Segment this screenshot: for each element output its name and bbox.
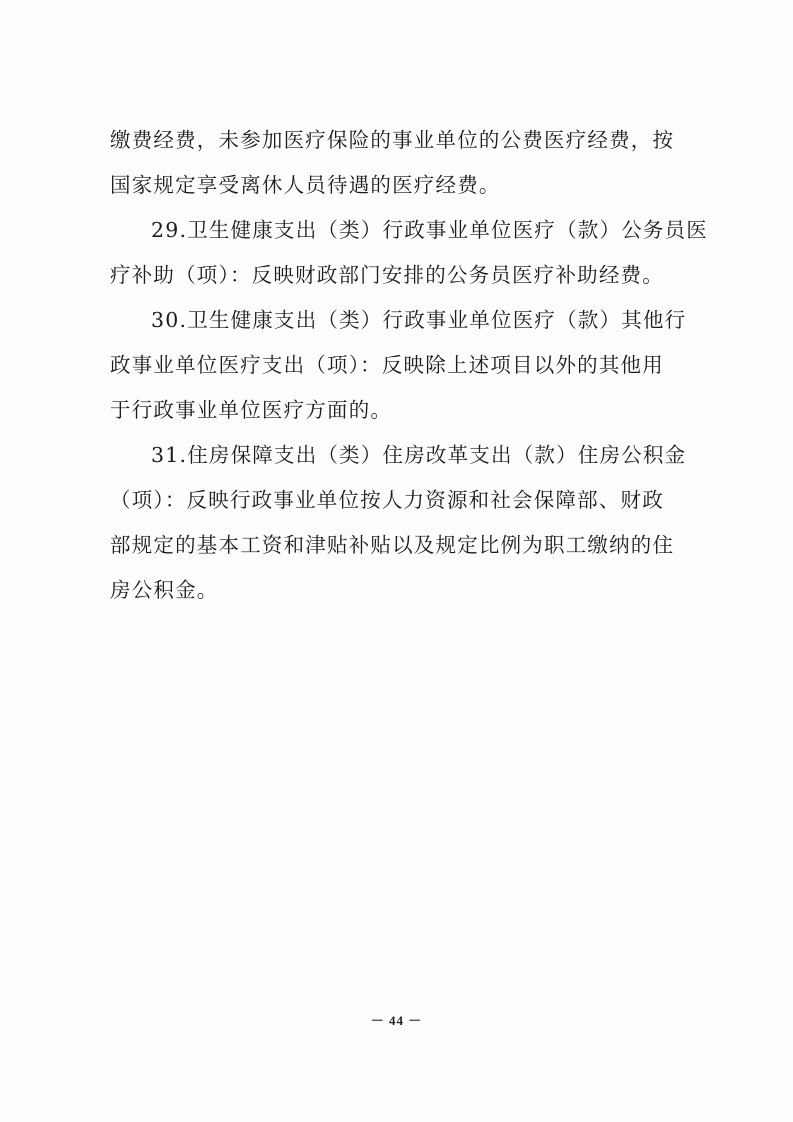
- text-line: 缴费经费，未参加医疗保险的事业单位的公费医疗经费，按: [110, 128, 675, 152]
- text-line: 政事业单位医疗支出（项）：反映除上述项目以外的其他用: [110, 353, 664, 377]
- paragraph-continuation: [110, 118, 685, 208]
- text-line: （项）：反映行政事业单位按人力资源和社会保障部、财政: [110, 488, 664, 512]
- text-line: 31.住房保障支出（类）住房改革支出（款）住房公积金: [151, 443, 687, 467]
- page-number: － 44 －: [370, 1013, 423, 1028]
- text-line: 房公积金。: [110, 578, 219, 602]
- body-text: [110, 118, 709, 613]
- text-line: 部规定的基本工资和津贴补贴以及规定比例为职工缴纳的住: [110, 533, 675, 557]
- paragraph-item-31: [110, 433, 685, 613]
- text-line: 疗补助（项）：反映财政部门安排的公务员医疗补助经费。: [110, 263, 664, 287]
- paragraph-item-29: [110, 208, 709, 298]
- paragraph-item-30: [110, 298, 685, 433]
- text-line: 30.卫生健康支出（类）行政事业单位医疗（款）其他行: [151, 308, 687, 332]
- text-line: 29.卫生健康支出（类）行政事业单位医疗（款）公务员医: [151, 218, 709, 242]
- text-line: 于行政事业单位医疗方面的。: [110, 398, 393, 422]
- text-line: 国家规定享受离休人员待遇的医疗经费。: [110, 173, 501, 197]
